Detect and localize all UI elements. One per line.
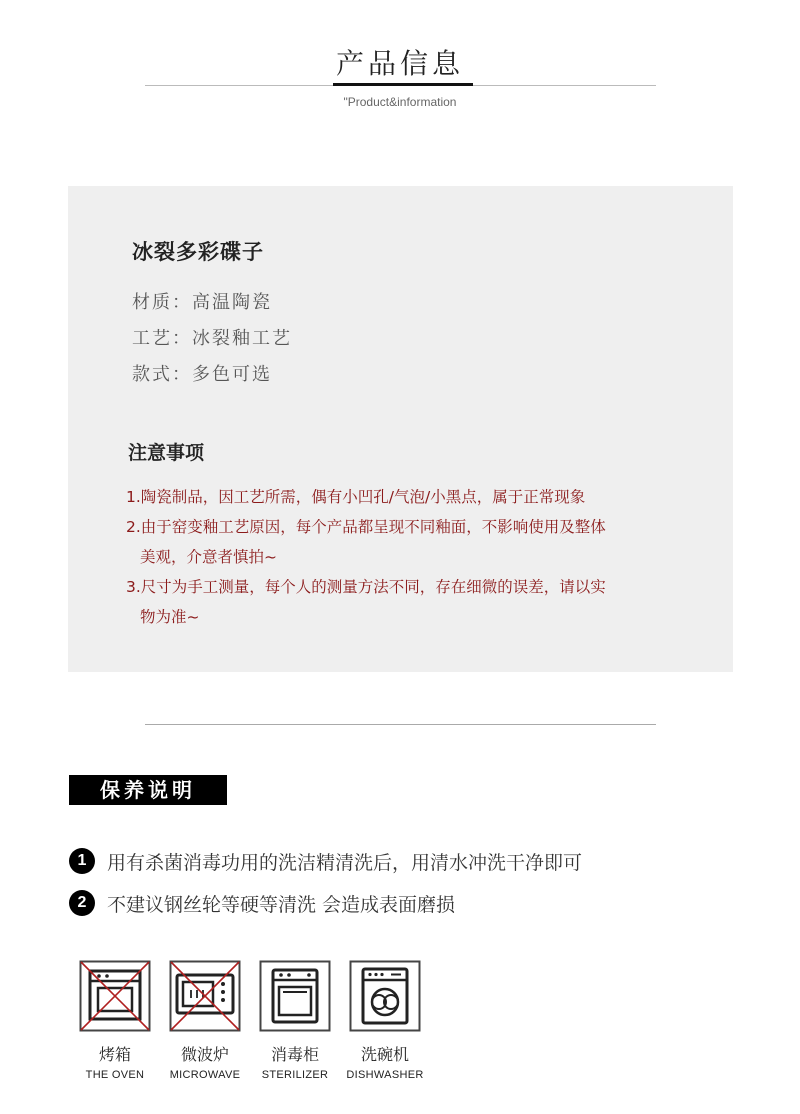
notice-item-1 (126, 482, 686, 512)
care-tip-1 (69, 847, 582, 875)
divider (145, 724, 656, 725)
spec-style: 款式：多色可选 (132, 364, 272, 385)
title-underline-bar (333, 83, 473, 86)
icon-label-en: DISHWASHER (346, 1069, 424, 1081)
icon-label-cn: 烤箱 (98, 1045, 131, 1064)
notice-line-cont: 美观，介意者慎拍~ (140, 548, 277, 566)
spec-material: 材质：高温陶瓷 (132, 292, 272, 313)
number-badge: 1 (69, 848, 95, 874)
microwave-icon (169, 960, 241, 1032)
icon-label-cn: 消毒柜 (270, 1045, 319, 1064)
care-tip-2 (69, 889, 455, 917)
oven-icon (79, 960, 151, 1032)
notice-line: 1.陶瓷制品，因工艺所需，偶有小凹孔/气泡/小黑点，属于正常现象 (126, 488, 586, 506)
section-title: 产品信息 (335, 47, 464, 80)
usage-microwave (160, 960, 250, 1081)
product-name: 冰裂多彩碟子 (132, 240, 264, 264)
icon-label-cn: 洗碗机 (360, 1045, 409, 1064)
icon-label-en: STERILIZER (261, 1069, 329, 1081)
icon-label-cn: 微波炉 (180, 1045, 229, 1064)
usage-dishwasher (340, 960, 430, 1081)
notice-line: 2.由于窑变釉工艺原因，每个产品都呈现不同釉面，不影响使用及整体 (126, 518, 606, 536)
notice-item-3 (126, 572, 686, 632)
notice-item-2 (126, 512, 686, 572)
notice-line: 3.尺寸为手工测量，每个人的测量方法不同，存在细微的误差，请以实 (126, 578, 606, 596)
icon-label-en: THE OVEN (85, 1069, 145, 1081)
usage-sterilizer (250, 960, 340, 1081)
product-info-panel (68, 186, 733, 672)
notice-title: 注意事项 (128, 442, 205, 464)
dishwasher-icon (349, 960, 421, 1032)
care-heading: 保养说明 (69, 775, 227, 805)
tip-text: 不建议钢丝轮等硬等清洗 会造成表面磨损 (107, 893, 456, 916)
spec-craft: 工艺：冰裂釉工艺 (132, 328, 292, 349)
number-badge: 2 (69, 890, 95, 916)
icon-label-en: MICROWAVE (169, 1069, 241, 1081)
sterilizer-icon (259, 960, 331, 1032)
tip-text: 用有杀菌消毒功用的洗洁精清洗后，用清水冲洗干净即可 (107, 851, 583, 874)
section-subtitle: "Product&information (343, 95, 457, 109)
usage-oven (70, 960, 160, 1081)
notice-line-cont: 物为准~ (140, 608, 200, 626)
